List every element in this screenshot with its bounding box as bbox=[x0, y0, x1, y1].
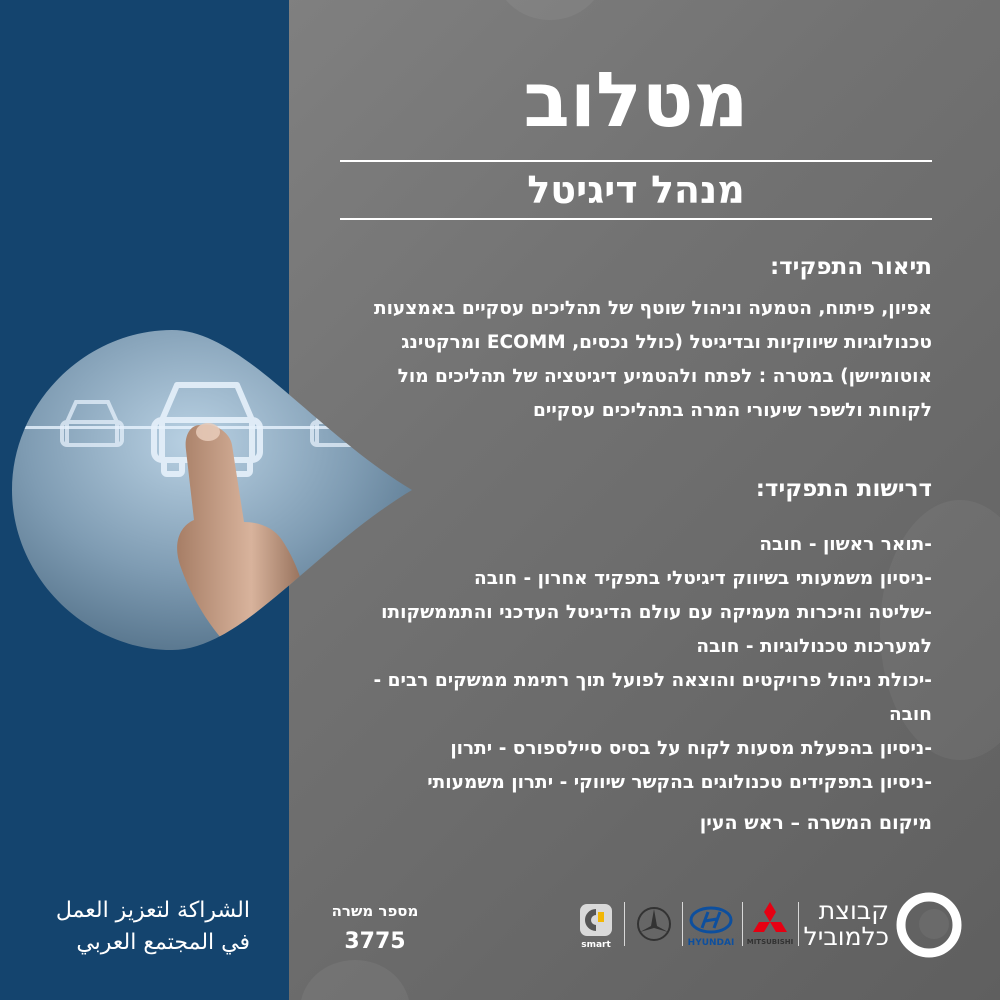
hyundai-label: HYUNDAI bbox=[687, 938, 735, 948]
partnership-line: الشراكة لتعزيز العمل bbox=[55, 898, 250, 923]
title-divider bbox=[340, 160, 932, 162]
partnership-text bbox=[18, 895, 250, 959]
title-divider bbox=[340, 218, 932, 220]
requirement-item: -יכולת ניהול פרויקטים והוצאה לפועל תוך רתימת ממשקים רבים - חובה bbox=[373, 670, 932, 725]
requirements-heading: דרישות התפקיד: bbox=[755, 476, 932, 502]
requirement-item: -תואר ראשון - חובה bbox=[759, 534, 932, 555]
brand-divider bbox=[798, 902, 799, 946]
position-number-label: מספר משרה bbox=[331, 902, 419, 920]
group-name-line: כלמוביל bbox=[803, 922, 889, 951]
decorative-circle bbox=[495, 0, 605, 20]
mitsubishi-label: MITSUBISHI bbox=[746, 938, 794, 946]
group-name bbox=[804, 898, 889, 950]
position-number-value: 3775 bbox=[344, 929, 406, 954]
group-name-line: קבוצת bbox=[818, 896, 889, 925]
decorative-circle bbox=[300, 960, 410, 1000]
job-location: מיקום המשרה – ראש העין bbox=[699, 812, 932, 834]
requirement-item: -ניסיון משמעותי בשיווק דיגיטלי בתפקיד אחרון - חובה bbox=[474, 568, 932, 589]
hyundai-logo-icon bbox=[686, 890, 736, 960]
group-ring-logo-icon bbox=[894, 890, 964, 960]
mitsubishi-logo-icon bbox=[748, 890, 792, 960]
page-title: מטלוב bbox=[523, 55, 749, 144]
requirement-item: -ניסיון בהפעלת מסעות לקוח על בסיס סיילספורס - יתרון bbox=[450, 738, 932, 759]
position-number bbox=[300, 900, 450, 958]
description-heading: תיאור התפקיד: bbox=[769, 254, 932, 280]
smart-label: smart bbox=[581, 940, 611, 950]
job-title: מנהל דיגיטל bbox=[527, 168, 745, 212]
requirements-list bbox=[332, 528, 932, 800]
mercedes-logo-icon bbox=[634, 890, 674, 960]
partnership-line: في المجتمع العربي bbox=[76, 930, 250, 955]
requirement-item: -שליטה והיכרות מעמיקה עם עולם הדיגיטל העדכני והתממשקותו למערכות טכנולוגיות - חובה bbox=[381, 602, 932, 657]
description-text: אפיון, פיתוח, הטמעה וניהול שוטף של תהליכים עסקיים באמצעות טכנולוגיות שיווקיות ובדיגיטל (כולל נכסים, ECOMM ומרקטינג אוטומיישן) במטרה : לפתח ולהטמיע דיגיטציה של תהליכים מול לקוחות ולשפר שיעורי המרה בתהליכים עסקיים bbox=[373, 298, 932, 421]
brand-logos-strip bbox=[572, 890, 992, 960]
brand-divider bbox=[624, 902, 625, 946]
requirement-item: -ניסיון בתפקידים טכנולוגים בהקשר שיווקי - יתרון משמעותי bbox=[427, 772, 932, 793]
